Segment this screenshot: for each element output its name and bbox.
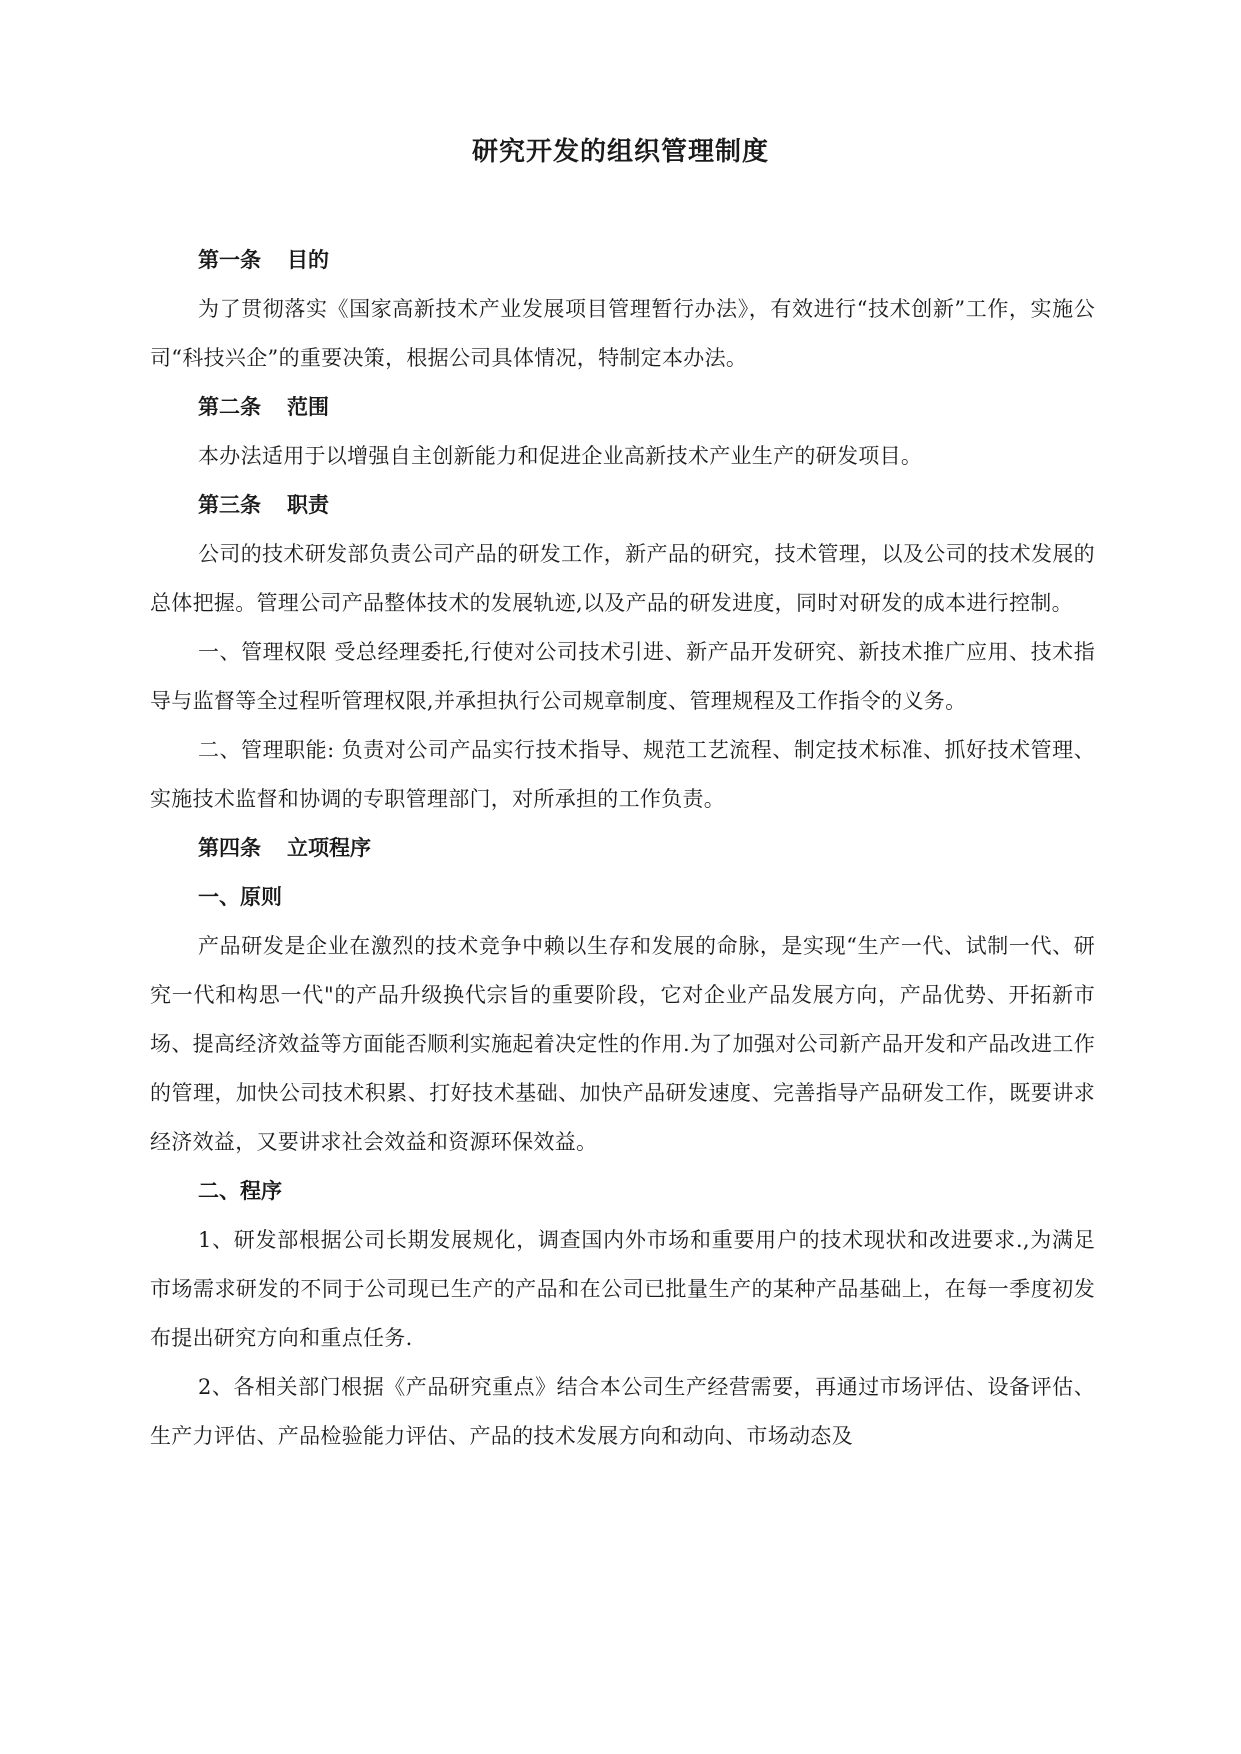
article-1-name: 目的 bbox=[287, 248, 329, 272]
article-4-paragraph-1: 产品研发是企业在激烈的技术竞争中赖以生存和发展的命脉，是实现“生产一代、试制一代、研究一代和构思一代"的产品升级换代宗旨的重要阶段，它对企业产品发展方向，产品优势、开拓新市场、提高经济效益等方面能否顺利实施起着决定性的作用.为了加强对公司新产品开发和产品改进工作的管理，加快公司技术积累、打好技术基础、加快产品研发速度、完善指导产品研发工作，既要讲求经济效益，又要讲求社会效益和资源环保效益。 bbox=[150, 934, 1095, 1154]
document-body bbox=[150, 236, 1095, 1461]
article-2-label: 第二条 bbox=[198, 395, 261, 419]
article-1-paragraph: 为了贯彻落实《国家高新技术产业发展项目管理暂行办法》，有效进行“技术创新”工作，实施公司“科技兴企”的重要决策，根据公司具体情况，特制定本办法。 bbox=[150, 297, 1095, 370]
article-1-heading bbox=[150, 236, 1095, 285]
document-title: 研究开发的组织管理制度 bbox=[471, 137, 769, 167]
article-4-name: 立项程序 bbox=[287, 836, 371, 860]
article-4-subheading-procedure: 二、程序 bbox=[198, 1179, 282, 1203]
article-3-paragraph-3: 二、管理职能: 负责对公司产品实行技术指导、规范工艺流程、制定技术标准、抓好技术管理、实施技术监督和协调的专职管理部门，对所承担的工作负责。 bbox=[150, 738, 1095, 811]
article-2-heading bbox=[150, 383, 1095, 432]
article-3-label: 第三条 bbox=[198, 493, 261, 517]
article-4-paragraph-3: 2、各相关部门根据《产品研究重点》结合本公司生产经营需要，再通过市场评估、设备评估、生产力评估、产品检验能力评估、产品的技术发展方向和动向、市场动态及 bbox=[150, 1375, 1095, 1448]
article-4-label: 第四条 bbox=[198, 836, 261, 860]
article-3-paragraph-1: 公司的技术研发部负责公司产品的研发工作，新产品的研究，技术管理，以及公司的技术发展的总体把握。管理公司产品整体技术的发展轨迹,以及产品的研发进度，同时对研发的成本进行控制。 bbox=[150, 542, 1095, 615]
article-4-heading bbox=[150, 824, 1095, 873]
article-3-name: 职责 bbox=[287, 493, 329, 517]
article-4-subheading-principle: 一、原则 bbox=[198, 885, 282, 909]
article-3-paragraph-2: 一、管理权限 受总经理委托,行使对公司技术引进、新产品开发研究、新技术推广应用、技术指导与监督等全过程听管理权限,并承担执行公司规章制度、管理规程及工作指令的义务。 bbox=[150, 640, 1095, 713]
article-4-paragraph-2: 1、研发部根据公司长期发展规化，调查国内外市场和重要用户的技术现状和改进要求.,为满足市场需求研发的不同于公司现已生产的产品和在公司已批量生产的某种产品基础上，在每一季度初发布提出研究方向和重点任务. bbox=[150, 1228, 1095, 1350]
article-2-paragraph: 本办法适用于以增强自主创新能力和促进企业高新技术产业生产的研发项目。 bbox=[198, 444, 923, 468]
article-1-label: 第一条 bbox=[198, 248, 261, 272]
article-3-heading bbox=[150, 481, 1095, 530]
article-2-name: 范围 bbox=[287, 395, 329, 419]
